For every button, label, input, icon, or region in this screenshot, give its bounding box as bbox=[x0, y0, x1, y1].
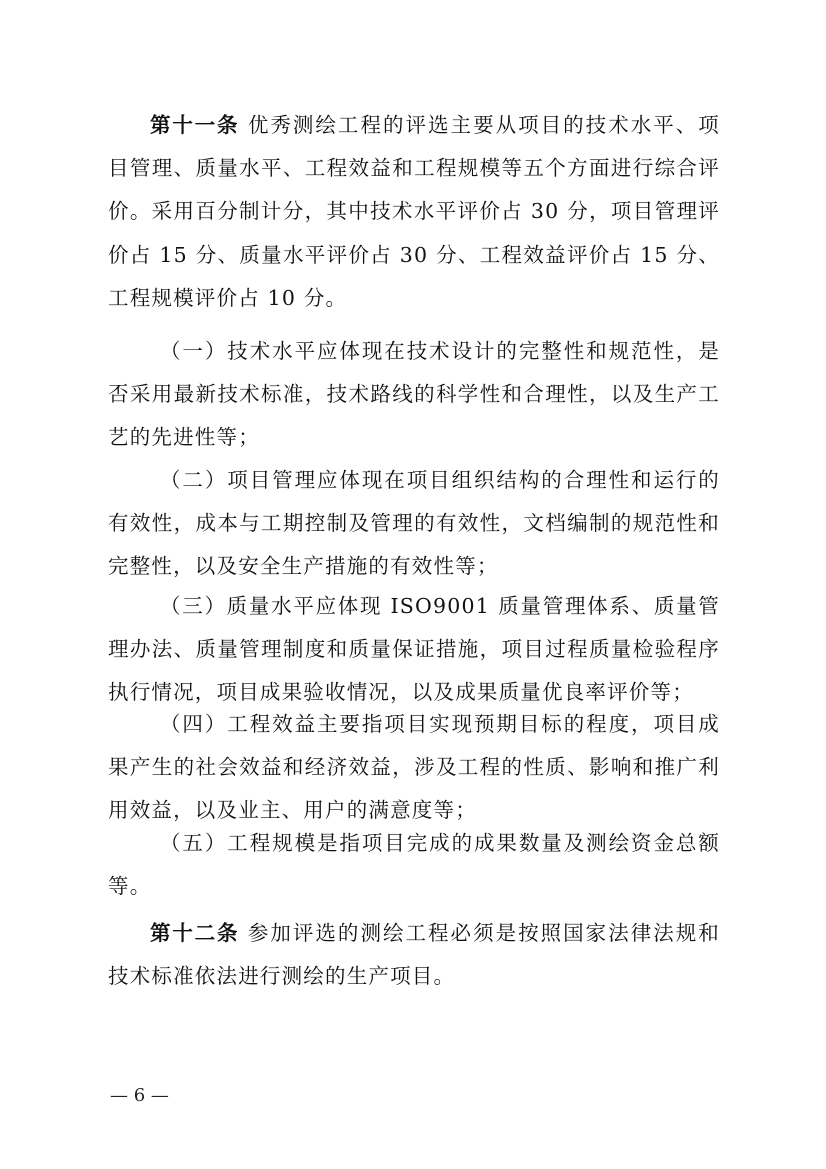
clause-1: （一）技术水平应体现在技术设计的完整性和规范性，是否采用最新技术标准，技术路线的科学性和合理性，以及生产工艺的先进性等； bbox=[108, 339, 720, 450]
article-12-label: 第十二条 bbox=[150, 921, 240, 945]
clause-3: （三）质量水平应体现 ISO9001 质量管理体系、质量管理办法、质量管理制度和质量保证措施，项目过程质量检验程序执行情况，项目成果验收情况，以及成果质量优良率评价等； bbox=[108, 594, 720, 705]
article-11 bbox=[108, 104, 720, 320]
clause-4: （四）工程效益主要指项目实现预期目标的程度，项目成果产生的社会效益和经济效益，涉及工程的性质、影响和推广利用效益，以及业主、用户的满意度等； bbox=[108, 712, 720, 823]
article-11-text: 优秀测绘工程的评选主要从项目的技术水平、项目管理、质量水平、工程效益和工程规模等五个方面进行综合评价。采用百分制计分，其中技术水平评价占 30 分，项目管理评价占 15 分、质量水平评价占 30 分、工程效益评价占 15 分、工程规模评价占 10 分。 bbox=[108, 113, 720, 310]
article-11-label: 第十一条 bbox=[150, 113, 240, 137]
article-12 bbox=[108, 912, 720, 998]
clause-5: （五）工程规模是指项目完成的成果数量及测绘资金总额等。 bbox=[108, 831, 720, 899]
clause-2: （二）项目管理应体现在项目组织结构的合理性和运行的有效性，成本与工期控制及管理的有效性，文档编制的规范性和完整性，以及安全生产措施的有效性等； bbox=[108, 468, 720, 579]
page-number: — 6 — bbox=[110, 1085, 169, 1106]
article-12-text: 参加评选的测绘工程必须是按照国家法律法规和技术标准依法进行测绘的生产项目。 bbox=[108, 921, 720, 989]
